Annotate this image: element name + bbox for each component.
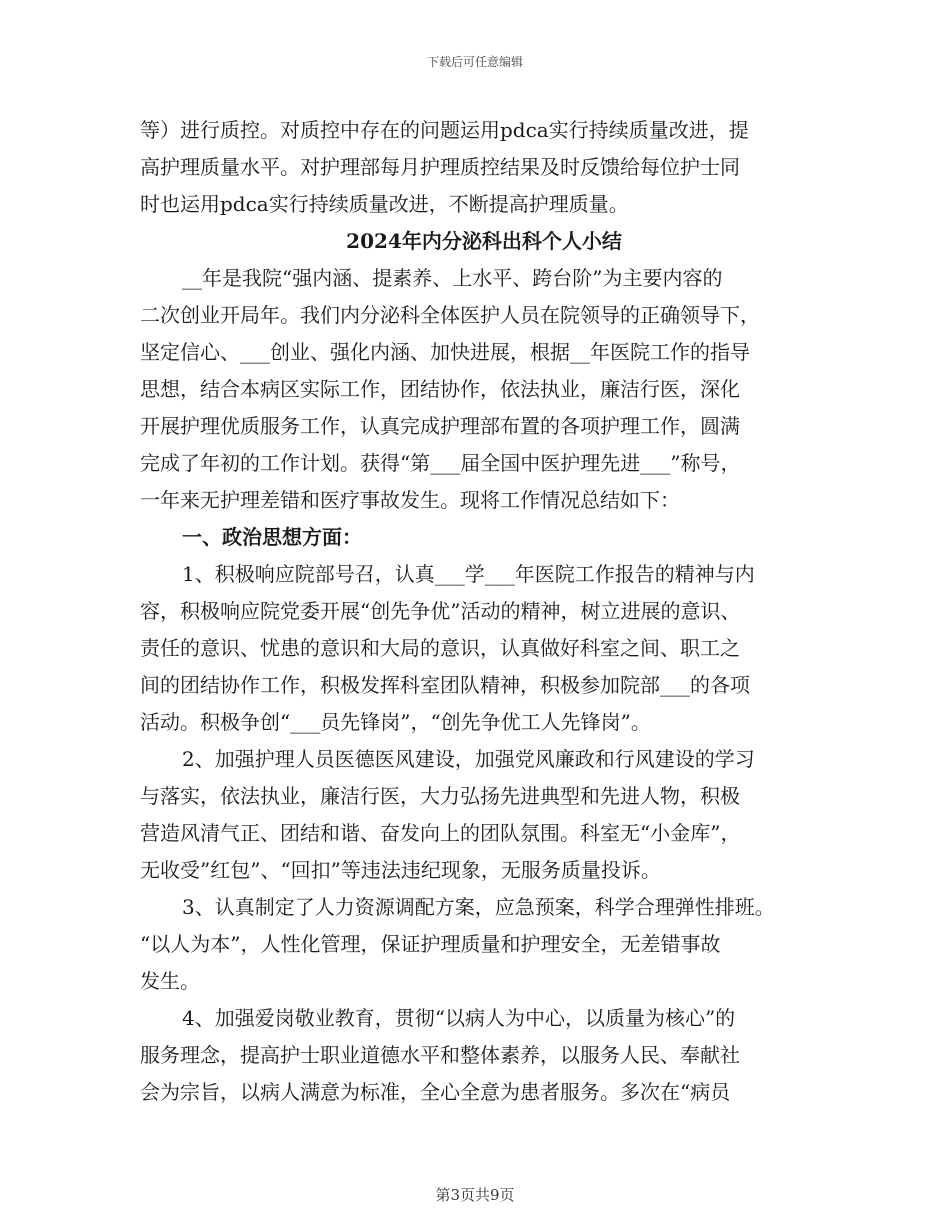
text-line: 容，积极响应院党委开展“创先争优”活动的精神，树立进展的意识、 (140, 599, 741, 623)
text-line: 完成了年初的工作计划。获得“第___届全国中医护理先进___”称号， (140, 451, 741, 475)
text-line: 坚定信心、___创业、强化内涵、加快进展，根据__年医院工作的指导 (140, 340, 750, 364)
section-title: 2024年内分泌科出科个人小结 (346, 229, 622, 253)
text-line: 一年来无护理差错和医疗事故发生。现将工作情况总结如下： (140, 488, 680, 512)
text-line: 活动。积极争创“___员先锋岗”，“创先争优工人先锋岗”。 (140, 710, 651, 734)
text-line: 思想，结合本病区实际工作，团结协作，依法执业，廉洁行医，深化 (140, 377, 740, 401)
text-line: 与落实，依法执业，廉洁行医，大力弘扬先进典型和先进人物，积极 (140, 784, 740, 808)
text-line: 2、加强护理人员医德医风建设，加强党风廉政和行风建设的学习 (182, 747, 755, 771)
text-line: 二次创业开局年。我们内分泌科全体医护人员在院领导的正确领导下， (140, 303, 760, 327)
text-line: 营造风清气正、团结和谐、奋发向上的团队氛围。科室无“小金库”， (140, 821, 741, 845)
section-heading: 一、政治思想方面： (182, 525, 362, 549)
text-line: “以人为本”，人性化管理，保证护理质量和护理安全，无差错事故 (140, 932, 721, 956)
text-line: 1、积极响应院部号召，认真___学___年医院工作报告的精神与内 (182, 562, 755, 586)
text-line: 4、加强爱岗敬业教育，贯彻“以病人为中心，以质量为核心”的 (182, 1006, 736, 1030)
text-line: 间的团结协作工作，积极发挥科室团队精神，积极参加院部___的各项 (140, 673, 750, 697)
text-line: 开展护理优质服务工作，认真完成护理部布置的各项护理工作，圆满 (140, 414, 740, 438)
document-body (140, 112, 808, 1111)
text-line: 发生。 (140, 969, 200, 993)
text-line: 高护理质量水平。对护理部每月护理质控结果及时反馈给每位护士同 (140, 155, 740, 179)
text-line: 责任的意识、忧患的意识和大局的意识，认真做好科室之间、职工之 (140, 636, 740, 660)
page-header: 下载后可任意编辑 (426, 55, 523, 69)
text-line: 服务理念，提高护士职业道德水平和整体素养，以服务人民、奉献社 (140, 1043, 740, 1067)
text-line: 时也运用pdca实行持续质量改进，不断提高护理质量。 (140, 192, 629, 216)
text-line: 3、认真制定了人力资源调配方案，应急预案，科学合理弹性排班。 (182, 895, 775, 919)
text-line: 等）进行质控。对质控中存在的问题运用pdca实行持续质量改进，提 (140, 118, 749, 142)
page-footer: 第3页共9页 (435, 1186, 515, 1204)
text-line: 会为宗旨，以病人满意为标准，全心全意为患者服务。多次在“病员 (140, 1080, 731, 1104)
text-line: __年是我院“强内涵、提素养、上水平、跨台阶”为主要内容的 (182, 266, 723, 290)
text-line: 无收受”红包”、“回扣”等违法违纪现象，无服务质量投诉。 (140, 858, 661, 882)
